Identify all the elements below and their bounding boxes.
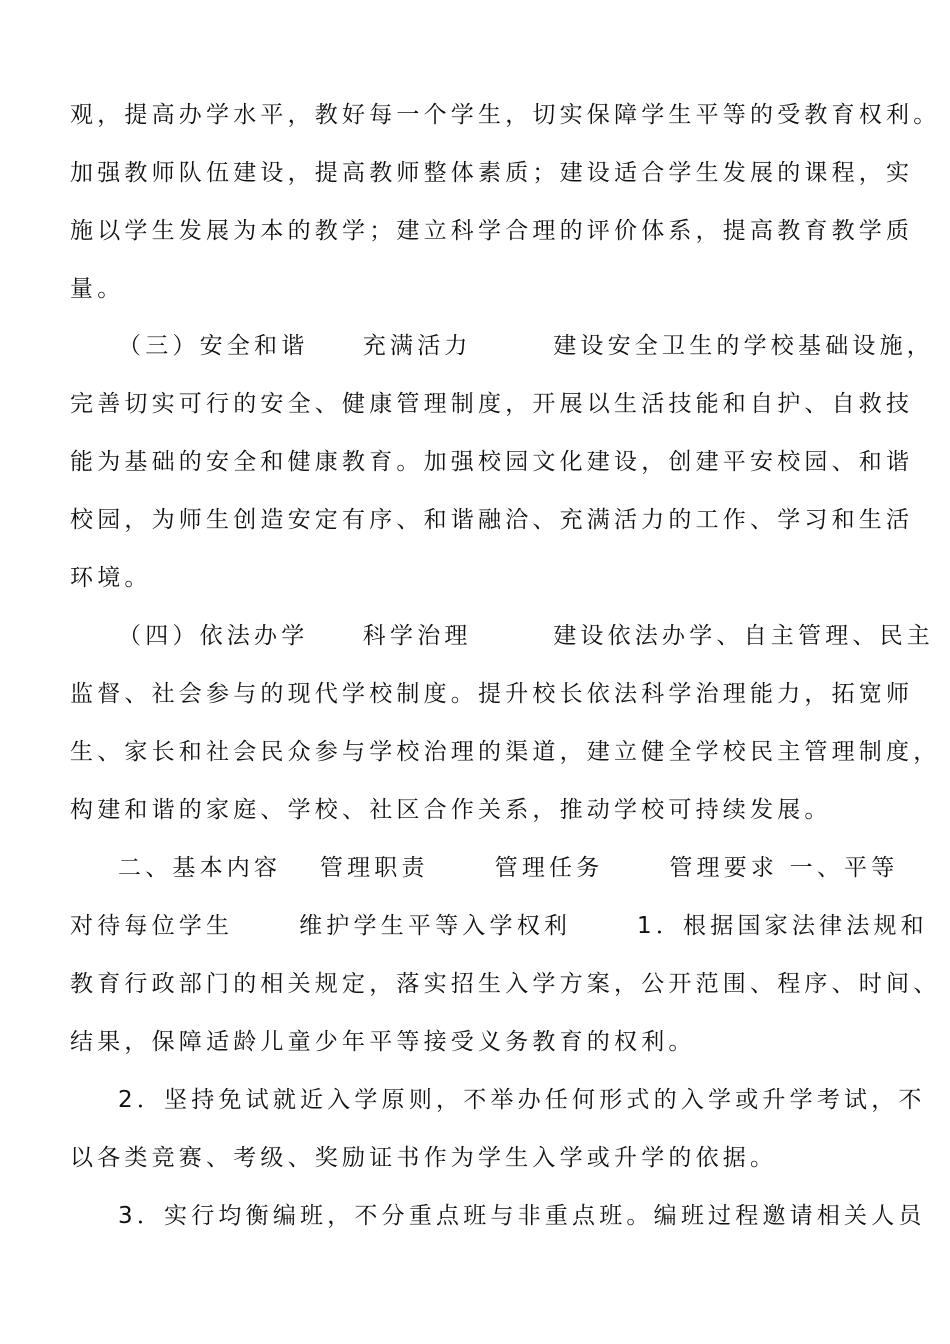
paragraph-line: 量。 xyxy=(70,276,125,302)
paragraph-line: 施以学生发展为本的教学；建立科学合理的评价体系，提高教育教学质 xyxy=(70,218,914,244)
paragraph-line: 生、家长和社会民众参与学校治理的渠道，建立健全学校民主管理制度， xyxy=(70,739,941,765)
paragraph-line: 对待每位学生 维护学生平等入学权利 1．根据国家法律法规和 xyxy=(70,913,928,939)
paragraph-line: 环境。 xyxy=(70,565,152,591)
section-heading-line: （四）依法办学 科学治理 建设依法办学、自主管理、民主 xyxy=(118,623,934,649)
paragraph-line: 观，提高办学水平，教好每一个学生，切实保障学生平等的受教育权利。 xyxy=(70,102,941,128)
paragraph-line: 监督、社会参与的现代学校制度。提升校长依法科学治理能力，拓宽师 xyxy=(70,681,914,707)
section-heading-line: （三）安全和谐 充满活力 建设安全卫生的学校基础设施， xyxy=(118,333,934,359)
paragraph-line: 2．坚持免试就近入学原则，不举办任何形式的入学或升学考试，不 xyxy=(118,1087,926,1113)
paragraph-line: 教育行政部门的相关规定，落实招生入学方案，公开范围、程序、时间、 xyxy=(70,971,941,997)
paragraph-line: 加强教师队伍建设，提高教师整体素质；建设适合学生发展的课程，实 xyxy=(70,160,914,186)
paragraph-line: 构建和谐的家庭、学校、社区合作关系，推动学校可持续发展。 xyxy=(70,797,832,823)
paragraph-line: 校园，为师生创造安定有序、和谐融洽、充满活力的工作、学习和生活 xyxy=(70,507,914,533)
paragraph-line: 完善切实可行的安全、健康管理制度，开展以生活技能和自护、自救技 xyxy=(70,391,914,417)
section-heading-line: 二、基本内容 管理职责 管理任务 管理要求 一、平等 xyxy=(118,855,899,881)
paragraph-line: 以各类竞赛、考级、奖励证书作为学生入学或升学的依据。 xyxy=(70,1145,778,1171)
paragraph-line: 结果，保障适龄儿童少年平等接受义务教育的权利。 xyxy=(70,1029,696,1055)
paragraph-line: 3．实行均衡编班，不分重点班与非重点班。编班过程邀请相关人员 xyxy=(118,1203,926,1229)
paragraph-line: 能为基础的安全和健康教育。加强校园文化建设，创建平安校园、和谐 xyxy=(70,449,914,475)
